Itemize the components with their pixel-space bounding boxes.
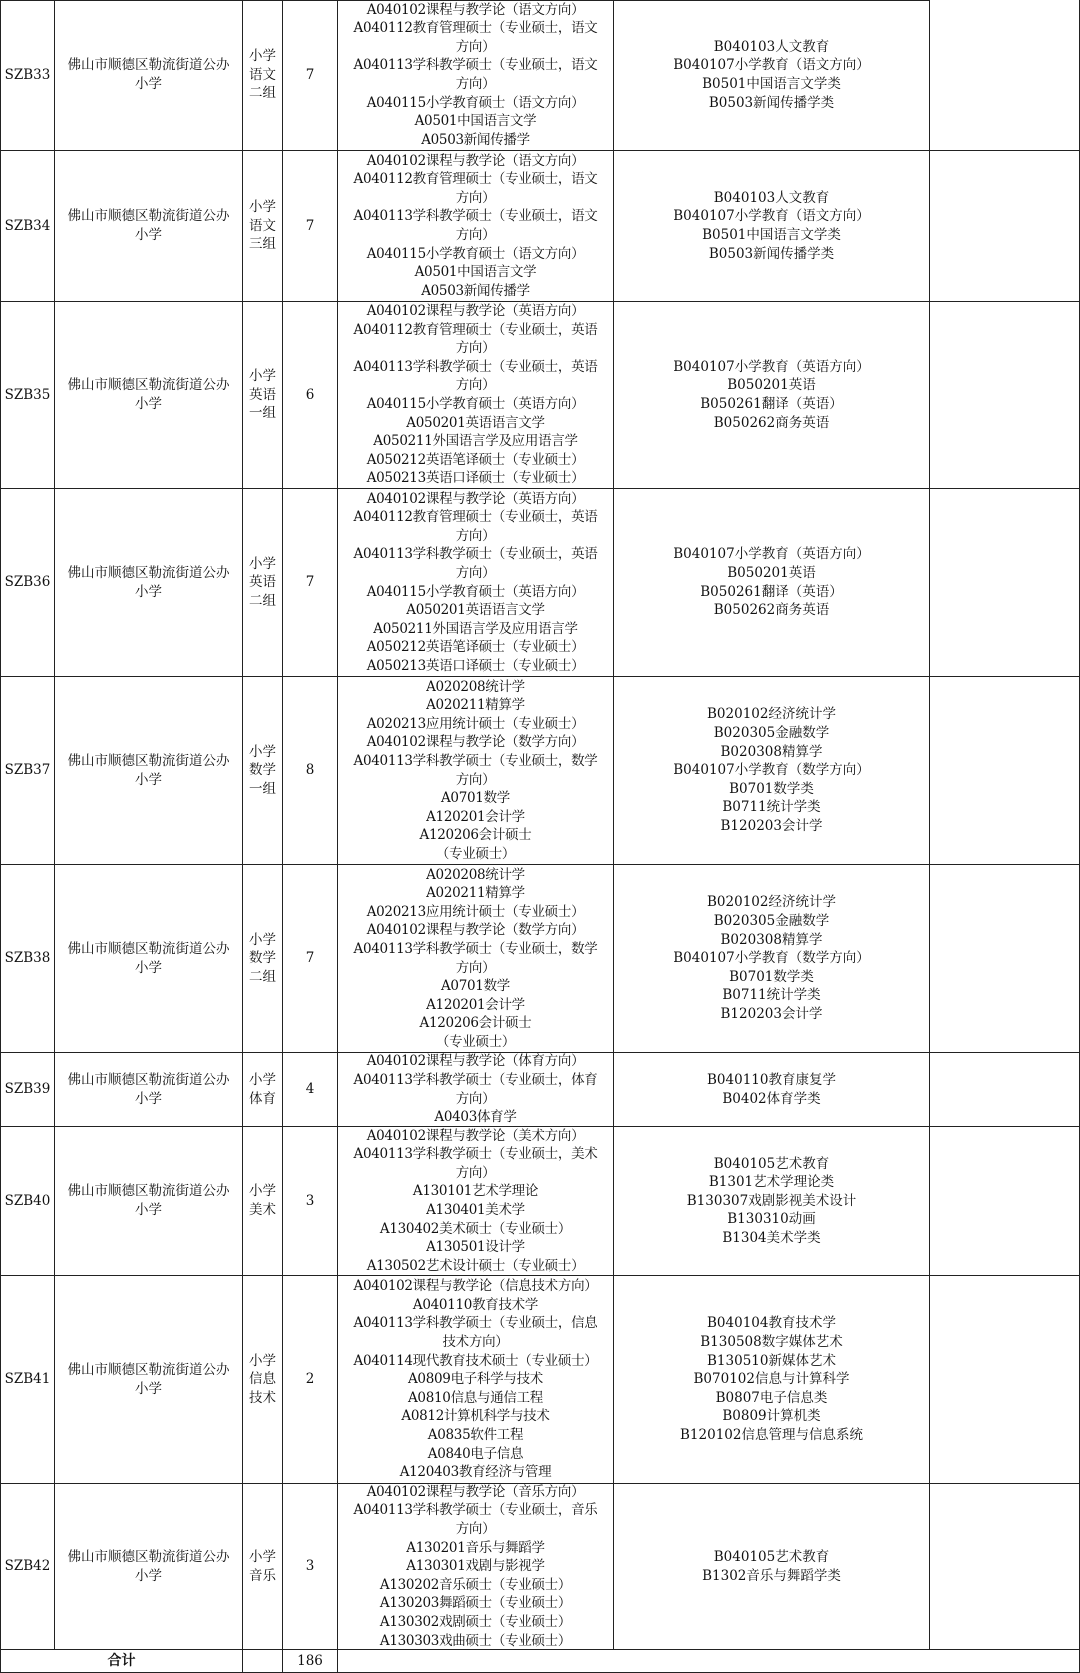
postgrad-line: A130201音乐与舞蹈学 xyxy=(406,1539,545,1556)
postgrad-line: A050201英语语言文学 xyxy=(406,414,545,431)
undergrad-line: B070102信息与计算科学 xyxy=(693,1371,850,1388)
code-text: SZB37 xyxy=(4,762,51,779)
school-cell xyxy=(55,489,243,677)
count-cell xyxy=(283,1053,338,1127)
undergrad-line: B0503新闻传播学类 xyxy=(708,94,835,111)
postgrad-list xyxy=(354,302,598,488)
undergrad-line: B1304美术学类 xyxy=(722,1229,821,1246)
school-cell xyxy=(55,865,243,1053)
undergrad-line: B0501中国语言文学类 xyxy=(702,227,841,243)
postgrad-line: A020213应用统计硕士（专业硕士） xyxy=(366,903,585,920)
postgrad-line: A0701数学 xyxy=(440,790,510,807)
postgrad-line: A020208统计学 xyxy=(426,866,525,883)
postgrad-line: A040115小学教育硕士（英语方向） xyxy=(366,396,585,412)
undergrad-line: B050262商务英语 xyxy=(713,602,830,619)
undergrad-cell xyxy=(614,865,930,1053)
code-text: SZB39 xyxy=(4,1081,51,1098)
postgrad-line: 方向） xyxy=(455,76,496,92)
subject-name: 小学数学二组 xyxy=(249,931,276,985)
count-cell xyxy=(283,0,338,151)
postgrad-line: 技术方向） xyxy=(442,1334,509,1351)
undergrad-line: B0701数学类 xyxy=(729,968,814,985)
blank-cell xyxy=(930,865,1080,1053)
school-name: 佛山市顺德区勒流街道公办小学 xyxy=(67,1548,230,1584)
postgrad-cell xyxy=(338,1484,614,1650)
undergrad-cell xyxy=(614,677,930,865)
postgrad-line: A040112教育管理硕士（专业硕士，语文 xyxy=(353,171,598,188)
undergrad-line: B120203会计学 xyxy=(720,817,823,834)
postgrad-cell xyxy=(338,151,614,302)
undergrad-line: B1302音乐与舞蹈学类 xyxy=(702,1567,841,1584)
school-cell xyxy=(55,302,243,489)
postgrad-list xyxy=(354,152,598,301)
count-cell xyxy=(283,489,338,677)
undergrad-line: B040105艺术教育 xyxy=(713,1155,830,1172)
postgrad-line: A040102课程与教学论（体育方向） xyxy=(366,1053,585,1070)
school-name: 佛山市顺德区勒流街道公办小学 xyxy=(67,1361,230,1397)
count-text: 7 xyxy=(305,66,315,83)
code-text: SZB36 xyxy=(4,574,51,591)
postgrad-line: 方向） xyxy=(455,377,496,394)
undergrad-line: B0501中国语言文学类 xyxy=(702,76,841,92)
undergrad-cell xyxy=(614,1484,930,1650)
subject-cell xyxy=(243,1276,283,1484)
count-cell xyxy=(283,1127,338,1276)
count-text: 7 xyxy=(305,574,315,591)
postgrad-line: A120206会计硕士 xyxy=(419,1015,532,1032)
postgrad-line: 方向） xyxy=(455,38,496,55)
undergrad-line: B040105艺术教育 xyxy=(713,1548,830,1565)
postgrad-line: A050213英语口译硕士（专业硕士） xyxy=(366,657,585,674)
school-name: 佛山市顺德区勒流街道公办小学 xyxy=(67,1183,230,1218)
postgrad-line: A020211精算学 xyxy=(426,697,525,714)
blank-cell xyxy=(930,151,1080,302)
postgrad-line: A040113学科教学硕士（专业硕士，数学 xyxy=(353,940,598,957)
total-label-cell xyxy=(0,1650,243,1673)
undergrad-line: B040107小学教育（语文方向） xyxy=(673,208,870,225)
undergrad-line: B050261翻译（英语） xyxy=(700,396,843,412)
subject-name: 小学美术 xyxy=(249,1183,276,1218)
subject-name: 小学语文三组 xyxy=(249,199,276,253)
postgrad-line: A050212英语笔译硕士（专业硕士） xyxy=(366,639,585,656)
postgrad-line: A020208统计学 xyxy=(426,678,525,695)
postgrad-line: A130203舞蹈硕士（专业硕士） xyxy=(379,1595,572,1612)
code-text: SZB35 xyxy=(4,386,51,403)
postgrad-line: A120201会计学 xyxy=(426,996,525,1013)
undergrad-cell xyxy=(614,1127,930,1276)
undergrad-line: B040107小学教育（数学方向） xyxy=(673,950,870,967)
undergrad-line: B020305金融数学 xyxy=(713,725,830,742)
postgrad-line: （专业硕士） xyxy=(435,845,516,862)
subject-name: 小学英语二组 xyxy=(249,555,276,609)
postgrad-line: A0812计算机科学与技术 xyxy=(401,1408,550,1425)
postgrad-line: A130401美术学 xyxy=(426,1202,525,1218)
undergrad-line: B040107小学教育（数学方向） xyxy=(673,762,870,779)
postgrad-line: A020211精算学 xyxy=(426,885,525,902)
total-subject-cell xyxy=(243,1650,283,1673)
postgrad-line: A040115小学教育硕士（语文方向） xyxy=(366,245,585,262)
count-text: 6 xyxy=(305,386,315,403)
total-count: 186 xyxy=(297,1652,323,1669)
undergrad-line: B130307戏剧影视美术设计 xyxy=(686,1192,857,1209)
undergrad-line: B020305金融数学 xyxy=(713,913,830,930)
postgrad-line: A130302戏剧硕士（专业硕士） xyxy=(379,1613,572,1630)
count-text: 8 xyxy=(305,762,315,779)
postgrad-line: A130202音乐硕士（专业硕士） xyxy=(379,1576,572,1593)
postgrad-line: A040113学科教学硕士（专业硕士，英语 xyxy=(353,546,598,563)
postgrad-line: A0810信息与通信工程 xyxy=(407,1389,543,1406)
postgrad-line: A040115小学教育硕士（语文方向） xyxy=(366,94,585,111)
subject-cell xyxy=(243,151,283,302)
postgrad-list xyxy=(354,1127,598,1276)
undergrad-list xyxy=(673,545,869,619)
postgrad-line: A040112教育管理硕士（专业硕士，英语 xyxy=(353,509,598,526)
code-cell xyxy=(0,151,55,302)
code-cell xyxy=(0,0,55,151)
undergrad-line: B0809计算机类 xyxy=(722,1408,821,1425)
school-name: 佛山市顺德区勒流街道公办小学 xyxy=(67,564,230,600)
undergrad-line: B120203会计学 xyxy=(720,1005,823,1022)
postgrad-cell xyxy=(338,865,614,1053)
undergrad-line: B040103人文教育 xyxy=(713,189,830,206)
postgrad-line: A040110教育技术学 xyxy=(412,1296,539,1313)
undergrad-line: B040103人文教育 xyxy=(713,38,830,55)
postgrad-line: A040113学科教学硕士（专业硕士，信息 xyxy=(353,1315,598,1332)
undergrad-line: B020308精算学 xyxy=(720,743,823,760)
postgrad-line: A040102课程与教学论（英语方向） xyxy=(366,303,585,320)
count-text: 3 xyxy=(305,1192,315,1209)
postgrad-line: （专业硕士） xyxy=(435,1033,516,1050)
postgrad-line: 方向） xyxy=(455,959,496,976)
subject-cell xyxy=(243,1127,283,1276)
undergrad-cell xyxy=(614,302,930,489)
undergrad-line: B040107小学教育（英语方向） xyxy=(673,358,870,375)
postgrad-list xyxy=(354,490,598,676)
postgrad-line: A050211外国语言学及应用语言学 xyxy=(373,620,578,637)
undergrad-line: B050261翻译（英语） xyxy=(700,583,843,600)
blank-cell xyxy=(930,1276,1080,1484)
undergrad-list xyxy=(673,893,869,1023)
undergrad-cell xyxy=(614,1276,930,1484)
count-text: 7 xyxy=(305,950,315,967)
undergrad-line: B0503新闻传播学类 xyxy=(708,245,835,262)
postgrad-line: A050212英语笔译硕士（专业硕士） xyxy=(366,451,585,468)
postgrad-line: 方向） xyxy=(455,189,496,206)
undergrad-line: B130510新媒体艺术 xyxy=(707,1352,836,1369)
undergrad-list xyxy=(673,38,869,112)
undergrad-list xyxy=(673,358,869,432)
undergrad-list xyxy=(687,1155,856,1248)
postgrad-line: A0701数学 xyxy=(440,978,510,995)
count-cell xyxy=(283,1484,338,1650)
code-text: SZB42 xyxy=(4,1558,51,1575)
undergrad-line: B020102经济统计学 xyxy=(707,706,836,723)
school-cell xyxy=(55,1053,243,1127)
count-cell xyxy=(283,302,338,489)
postgrad-line: 方向） xyxy=(455,527,496,544)
postgrad-line: A0403体育学 xyxy=(434,1109,517,1126)
undergrad-list xyxy=(673,189,869,263)
undergrad-line: B120102信息管理与信息系统 xyxy=(680,1426,863,1443)
blank-cell xyxy=(930,1053,1080,1127)
count-text: 3 xyxy=(305,1558,315,1575)
total-blank-cell xyxy=(338,1650,1080,1673)
code-text: SZB41 xyxy=(4,1371,51,1388)
subject-cell xyxy=(243,1484,283,1650)
postgrad-line: A0503新闻传播学 xyxy=(421,282,530,299)
postgrad-line: 方向） xyxy=(455,1090,496,1107)
postgrad-line: A050213英语口译硕士（专业硕士） xyxy=(366,470,585,487)
postgrad-line: A0809电子科学与技术 xyxy=(407,1371,543,1388)
postgrad-line: A040114现代教育技术硕士（专业硕士） xyxy=(353,1352,598,1369)
school-cell xyxy=(55,1484,243,1650)
subject-name: 小学语文二组 xyxy=(249,48,276,102)
postgrad-line: A040102课程与教学论（美术方向） xyxy=(366,1127,585,1144)
school-cell xyxy=(55,1276,243,1484)
school-cell xyxy=(55,0,243,151)
blank-cell xyxy=(930,302,1080,489)
subject-cell xyxy=(243,1053,283,1127)
subject-name: 小学英语一组 xyxy=(249,368,276,422)
postgrad-line: A040113学科教学硕士（专业硕士，语文 xyxy=(353,208,598,225)
postgrad-list xyxy=(354,1052,598,1126)
postgrad-line: A040102课程与教学论（语文方向） xyxy=(366,152,585,169)
postgrad-line: A040115小学教育硕士（英语方向） xyxy=(366,583,585,600)
blank-cell xyxy=(930,1127,1080,1276)
postgrad-cell xyxy=(338,302,614,489)
code-cell xyxy=(0,865,55,1053)
undergrad-line: B050262商务英语 xyxy=(713,414,830,431)
undergrad-cell xyxy=(614,151,930,302)
school-name: 佛山市顺德区勒流街道公办小学 xyxy=(67,208,230,243)
undergrad-line: B050201英语 xyxy=(727,377,816,394)
count-cell xyxy=(283,677,338,865)
postgrad-line: A130501设计学 xyxy=(426,1239,525,1256)
code-cell xyxy=(0,489,55,677)
postgrad-line: A040112教育管理硕士（专业硕士，语文 xyxy=(353,20,598,37)
postgrad-line: A0503新闻传播学 xyxy=(421,131,530,148)
postgrad-cell xyxy=(338,489,614,677)
code-text: SZB38 xyxy=(4,950,51,967)
subject-cell xyxy=(243,0,283,151)
postgrad-list xyxy=(354,1483,598,1650)
postgrad-cell xyxy=(338,1053,614,1127)
postgrad-line: A120206会计硕士 xyxy=(419,827,532,844)
postgrad-line: 方向） xyxy=(455,771,496,788)
code-cell xyxy=(0,677,55,865)
postgrad-line: 方向） xyxy=(455,1164,496,1181)
school-name: 佛山市顺德区勒流街道公办小学 xyxy=(67,940,230,976)
blank-cell xyxy=(930,1484,1080,1650)
postgrad-line: A040113学科教学硕士（专业硕士，体育 xyxy=(353,1071,598,1088)
subject-cell xyxy=(243,489,283,677)
code-cell xyxy=(0,1053,55,1127)
postgrad-list xyxy=(354,1,598,150)
undergrad-list xyxy=(673,705,869,835)
postgrad-line: A040113学科教学硕士（专业硕士，语文 xyxy=(353,57,598,74)
postgrad-line: A040113学科教学硕士（专业硕士，美术 xyxy=(353,1146,598,1163)
undergrad-line: B020308精算学 xyxy=(720,931,823,948)
undergrad-line: B0701数学类 xyxy=(729,780,814,797)
school-cell xyxy=(55,151,243,302)
postgrad-line: A040102课程与教学论（音乐方向） xyxy=(366,1483,585,1500)
undergrad-line: B130310动画 xyxy=(727,1211,816,1228)
code-text: SZB33 xyxy=(4,66,51,83)
postgrad-line: A130301戏剧与影视学 xyxy=(406,1558,545,1575)
postgrad-line: A120403教育经济与管理 xyxy=(399,1464,552,1481)
postgrad-list xyxy=(354,1277,598,1482)
postgrad-line: A050201英语语言文学 xyxy=(406,602,545,619)
postgrad-list xyxy=(354,866,598,1052)
code-text: SZB40 xyxy=(4,1192,51,1209)
undergrad-cell xyxy=(614,0,930,151)
school-name: 佛山市顺德区勒流街道公办小学 xyxy=(67,752,230,788)
subject-name: 小学信息技术 xyxy=(249,1352,276,1406)
postgrad-line: A130502艺术设计硕士（专业硕士） xyxy=(366,1257,585,1274)
postgrad-line: 方向） xyxy=(455,1521,496,1538)
school-cell xyxy=(55,677,243,865)
count-cell xyxy=(283,151,338,302)
postgrad-line: A040113学科教学硕士（专业硕士，英语 xyxy=(353,358,598,375)
count-cell xyxy=(283,865,338,1053)
postgrad-line: A130303戏曲硕士（专业硕士） xyxy=(379,1632,572,1649)
postgrad-line: A050211外国语言学及应用语言学 xyxy=(373,433,578,450)
postgrad-line: A0840电子信息 xyxy=(427,1445,524,1462)
blank-cell xyxy=(930,489,1080,677)
postgrad-line: A130101艺术学理论 xyxy=(412,1183,539,1200)
undergrad-line: B040107小学教育（语文方向） xyxy=(673,57,870,74)
school-name: 佛山市顺德区勒流街道公办小学 xyxy=(67,1071,230,1107)
code-cell xyxy=(0,302,55,489)
undergrad-line: B1301艺术学理论类 xyxy=(708,1174,835,1191)
school-name: 佛山市顺德区勒流街道公办小学 xyxy=(67,377,230,412)
postgrad-list xyxy=(354,678,598,864)
postgrad-line: 方向） xyxy=(455,564,496,581)
undergrad-list xyxy=(680,1314,863,1444)
undergrad-line: B040107小学教育（英语方向） xyxy=(673,546,870,563)
subject-cell xyxy=(243,865,283,1053)
postgrad-line: A020213应用统计硕士（专业硕士） xyxy=(366,715,585,732)
postgrad-line: 方向） xyxy=(455,340,496,357)
undergrad-cell xyxy=(614,1053,930,1127)
postgrad-line: A040112教育管理硕士（专业硕士，英语 xyxy=(353,321,598,338)
postgrad-line: A040102课程与教学论（英语方向） xyxy=(366,490,585,507)
postgrad-line: A120201会计学 xyxy=(426,808,525,825)
count-text: 4 xyxy=(305,1081,315,1098)
subject-name: 小学数学一组 xyxy=(249,743,276,797)
undergrad-line: B0711统计学类 xyxy=(722,987,821,1004)
count-cell xyxy=(283,1276,338,1484)
undergrad-line: B130508数字媒体艺术 xyxy=(700,1334,843,1351)
undergrad-line: B040104教育技术学 xyxy=(707,1315,836,1332)
school-cell xyxy=(55,1127,243,1276)
undergrad-line: B040110教育康复学 xyxy=(707,1071,836,1088)
school-name: 佛山市顺德区勒流街道公办小学 xyxy=(67,57,230,92)
postgrad-line: A040102课程与教学论（信息技术方向） xyxy=(353,1278,598,1295)
blank-cell xyxy=(930,677,1080,865)
code-cell xyxy=(0,1484,55,1650)
subject-cell xyxy=(243,302,283,489)
postgrad-line: A0835软件工程 xyxy=(427,1426,524,1443)
blank-cell xyxy=(930,0,1080,151)
undergrad-line: B0807电子信息类 xyxy=(715,1389,828,1406)
postgrad-cell xyxy=(338,1127,614,1276)
postgrad-cell xyxy=(338,0,614,151)
count-text: 7 xyxy=(305,217,315,234)
subject-name: 小学音乐 xyxy=(249,1548,276,1584)
code-cell xyxy=(0,1276,55,1484)
postgrad-line: A040113学科教学硕士（专业硕士，音乐 xyxy=(353,1502,598,1519)
subject-cell xyxy=(243,677,283,865)
total-label: 合计 xyxy=(107,1652,136,1669)
postgrad-line: A040102课程与教学论（数学方向） xyxy=(366,922,585,939)
code-cell xyxy=(0,1127,55,1276)
undergrad-line: B0402体育学类 xyxy=(722,1090,821,1107)
subject-name: 小学体育 xyxy=(249,1071,276,1107)
postgrad-line: 方向） xyxy=(455,227,496,243)
undergrad-line: B050201英语 xyxy=(727,564,816,581)
postgrad-cell xyxy=(338,677,614,865)
total-count-cell xyxy=(283,1650,338,1673)
undergrad-list xyxy=(702,1548,841,1585)
postgrad-line: A0501中国语言文学 xyxy=(414,113,537,130)
undergrad-line: B0711统计学类 xyxy=(722,799,821,816)
postgrad-line: A040102课程与教学论（语文方向） xyxy=(366,1,585,18)
postgrad-cell xyxy=(338,1276,614,1484)
postgrad-line: A130402美术硕士（专业硕士） xyxy=(379,1220,572,1237)
postgrad-line: A040113学科教学硕士（专业硕士，数学 xyxy=(353,752,598,769)
postgrad-line: A0501中国语言文学 xyxy=(414,264,537,281)
undergrad-cell xyxy=(614,489,930,677)
count-text: 2 xyxy=(305,1371,315,1388)
undergrad-list xyxy=(707,1071,836,1108)
postgrad-line: A040102课程与教学论（数学方向） xyxy=(366,734,585,751)
undergrad-line: B020102经济统计学 xyxy=(707,894,836,911)
code-text: SZB34 xyxy=(4,217,51,234)
